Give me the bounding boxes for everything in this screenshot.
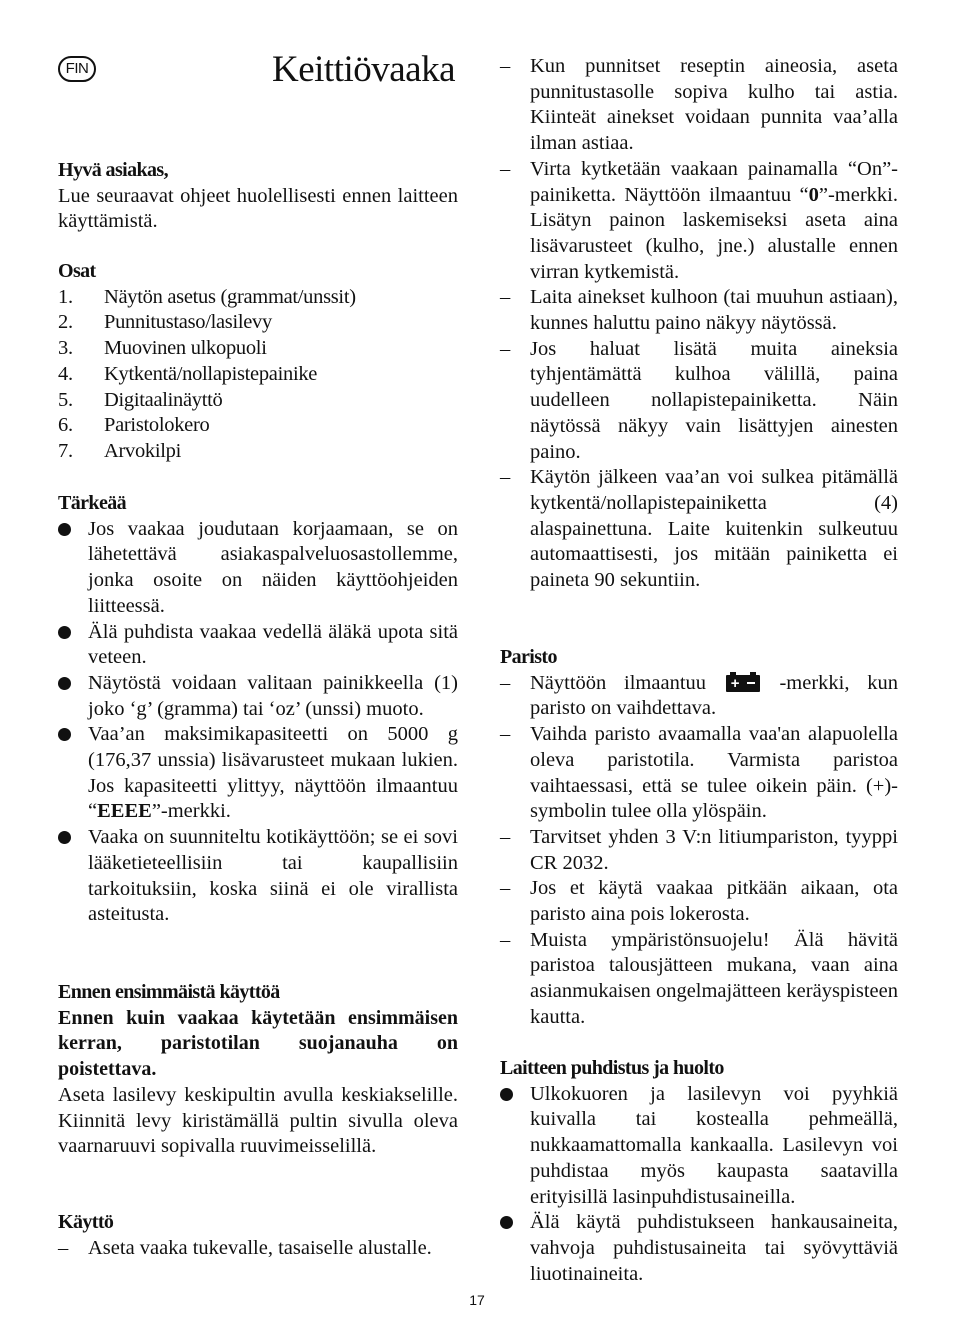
list-item [500, 825, 898, 876]
dash-icon: – [58, 1236, 69, 1259]
item-text: Älä puhdista vaakaa vedellä äläkä upota sitä veteen. [88, 620, 458, 669]
item-text: Vaihda paristo avaamalla vaa'an alapuolella oleva paristotila. Varmista paristoa vaihtaessasi, että se tulee oikein päin. (+)-symbolin tulee olla ylöspäin. [530, 723, 898, 823]
list-item [500, 928, 898, 1031]
page-title: Keittiövaaka [272, 49, 456, 90]
parts-section [58, 259, 458, 465]
item-text: Kun punnitset reseptin aineosia, aseta punnitustasolle sopiva kulho tai astia. Kiinteät ainekset voidaan punnita vaa’alla ilman astiaa. [530, 55, 898, 155]
greeting-heading: Hyvä asiakas, [58, 159, 169, 181]
item-number: 1. [58, 285, 73, 308]
item-text: Aseta vaaka tukevalle, tasaiselle alustalle. [88, 1236, 432, 1259]
dash-icon: – [500, 286, 511, 309]
item-number: 5. [58, 388, 73, 411]
list-item [58, 671, 458, 722]
list-item [500, 722, 898, 825]
important-section [58, 491, 458, 928]
use-list [58, 1236, 458, 1262]
list-item [58, 413, 458, 439]
item-text: Jos vaakaa joudutaan korjaamaan, se on lähetettävä asiakaspalveluosastollemme, jonka osoite on näiden käyttöohjeiden liitteessä. [88, 517, 458, 617]
item-text: Jos et käytä vaakaa pitkään aikaan, ota paristo aina pois lokerosta. [530, 877, 898, 926]
item-number: 2. [58, 311, 73, 334]
item-text: Ulkokuoren ja lasilevyn voi pyyhkiä kuivalla tai kostealla pehmeällä, nukkaamattomalla kankaalla. Lasilevyn voi puhdistaa myös kaupasta saatavilla erityisillä lasinpuhdistusaineilla. [530, 1082, 898, 1208]
item-number: 4. [58, 362, 73, 385]
battery-low-icon: + [726, 672, 760, 692]
bullet-icon [58, 825, 78, 852]
dash-icon: – [500, 157, 511, 180]
item-label: Muovinen ulkopuoli [104, 337, 267, 360]
list-item [500, 671, 898, 722]
dash-icon: – [500, 928, 511, 951]
list-item [58, 1236, 458, 1262]
item-number: 6. [58, 414, 73, 437]
list-item [58, 285, 458, 311]
item-number: 7. [58, 439, 73, 462]
item-text: Tarvitset yhden 3 V:n litiumpariston, tyyppi CR 2032. [530, 825, 898, 874]
use-list-continued [500, 54, 898, 594]
bullet-icon [500, 1210, 520, 1237]
page-number: 17 [469, 1292, 485, 1308]
item-text: Näytöstä voidaan valitaan painikkeella (1) joko ‘g’ (gramma) tai ‘oz’ (unssi) muoto. [88, 671, 458, 720]
item-text: Älä käytä puhdistukseen hankausaineita, vahvoja puhdistusaineita tai syövyttäviä liuotinaineita. [530, 1211, 898, 1285]
item-label: Punnitustaso/lasilevy [104, 311, 272, 334]
list-item [58, 825, 458, 928]
dash-icon: – [500, 671, 511, 694]
cleaning-list [500, 1082, 898, 1288]
list-item [500, 337, 898, 466]
first-use-heading: Ennen ensimmäistä käyttöä [58, 981, 280, 1003]
dash-icon: – [500, 825, 511, 848]
first-use-warning: Ennen kuin vaakaa käytetään ensimmäisen kerran, paristotilan suojanauha on poistettava. [58, 1006, 458, 1081]
list-item [58, 722, 458, 825]
list-item [58, 336, 458, 362]
list-item [500, 1210, 898, 1287]
error-code: EEEE [97, 800, 152, 823]
text-before: Vaa’an maksimikapasiteetti on 5000 g (176,37 unssia) lisävarusteet mukaan lukien. Jos kapasiteetti ylittyy, näyttöön ilmaantuu “ [88, 723, 458, 823]
dash-icon: – [500, 877, 511, 900]
item-text [88, 723, 458, 822]
list-item [58, 439, 458, 465]
list-item [58, 517, 458, 620]
item-label: Näytön asetus (grammat/unssit) [104, 285, 356, 308]
first-use-text: Aseta lasilevy keskipultin avulla keskiakselille. Kiinnitä levy kiristämällä pultin sivulla oleva vaarnaruuvi sopivalla ruuvimeisselillä. [58, 1083, 458, 1158]
item-text: Vaaka on suunniteltu kotikäyttöön; se ei sovi lääketieteellisiin tai kaupallisiin tarkoituksiin, koska siinä ei ole virallista asteitusta. [88, 826, 458, 926]
bullet-icon [58, 722, 78, 749]
bullet-icon [58, 671, 78, 698]
language-badge: FIN [58, 56, 96, 82]
text-after: ”-merkki. Lisätyn painon laskemiseksi aseta aina lisävarusteet (kulho, jne.) alustalle ennen virran kytkemistä. [530, 183, 898, 283]
list-item [58, 310, 458, 336]
bullet-icon [500, 1082, 520, 1109]
dash-icon: – [500, 466, 511, 489]
important-list [58, 517, 458, 928]
item-label: Digitaalinäyttö [104, 388, 223, 411]
greeting-section [58, 158, 458, 235]
item-label: Kytkentä/nollapistepainike [104, 362, 318, 385]
use-section-continued [500, 54, 898, 594]
first-use-section [58, 980, 458, 1160]
text-after: ”-merkki. [151, 800, 231, 823]
item-text: Muista ympäristönsuojelu! Älä hävitä paristoa talousjätteen mukana, vaan aina asianmukaisen ongelmajätteen keräyspisteen kautta. [530, 928, 898, 1028]
use-heading: Käyttö [58, 1211, 114, 1233]
list-item [58, 620, 458, 671]
list-item [500, 876, 898, 927]
list-item [58, 388, 458, 414]
battery-heading: Paristo [500, 646, 557, 668]
list-item [500, 54, 898, 157]
item-text [530, 672, 898, 720]
item-label: Paristolokero [104, 414, 210, 437]
text-before: Virta kytketään vaakaan painamalla “On”-painiketta. Näyttöön ilmaantuu “ [530, 157, 898, 206]
important-heading: Tärkeää [58, 492, 127, 514]
list-item [500, 285, 898, 336]
item-text: Jos haluat lisätä muita aineksia tyhjentämättä kulhoa välillä, paina uudelleen nollapistepainiketta. Näin näytössä näkyy vain lisättyjen ainesten paino. [530, 337, 898, 463]
battery-section [500, 645, 898, 1031]
dash-icon: – [500, 55, 511, 77]
use-section [58, 1210, 458, 1261]
zero-symbol: 0 [808, 183, 819, 206]
bullet-icon [58, 517, 78, 544]
list-item [500, 1082, 898, 1211]
parts-list [58, 285, 458, 465]
bullet-icon [58, 620, 78, 647]
item-text [530, 158, 898, 283]
item-text: Laita ainekset kulhoon (tai muuhun astiaan), kunnes haluttu paino näkyy näytössä. [530, 286, 898, 335]
cleaning-heading: Laitteen puhdistus ja huolto [500, 1057, 724, 1079]
item-number: 3. [58, 337, 73, 360]
parts-heading: Osat [58, 260, 96, 282]
dash-icon: – [500, 723, 511, 746]
battery-list [500, 671, 898, 1031]
list-item [500, 157, 898, 286]
item-text: Käytön jälkeen vaa’an voi sulkea pitämällä kytkentä/nollapistepainiketta (4) alaspainettuna. Laite kuitenkin sulkeutuu automaattisesti, jos mitään painiketta ei paineta 90 sekuntiin. [530, 466, 898, 592]
text-after: -merkki, kun paristo on vaihdettava. [530, 671, 898, 720]
text-before: Näyttöön ilmaantuu [530, 671, 707, 694]
list-item [58, 362, 458, 388]
cleaning-section [500, 1056, 898, 1287]
list-item [500, 465, 898, 594]
dash-icon: – [500, 337, 511, 360]
greeting-text: Lue seuraavat ohjeet huolellisesti ennen laitteen käyttämistä. [58, 184, 458, 233]
item-label: Arvokilpi [104, 439, 182, 462]
